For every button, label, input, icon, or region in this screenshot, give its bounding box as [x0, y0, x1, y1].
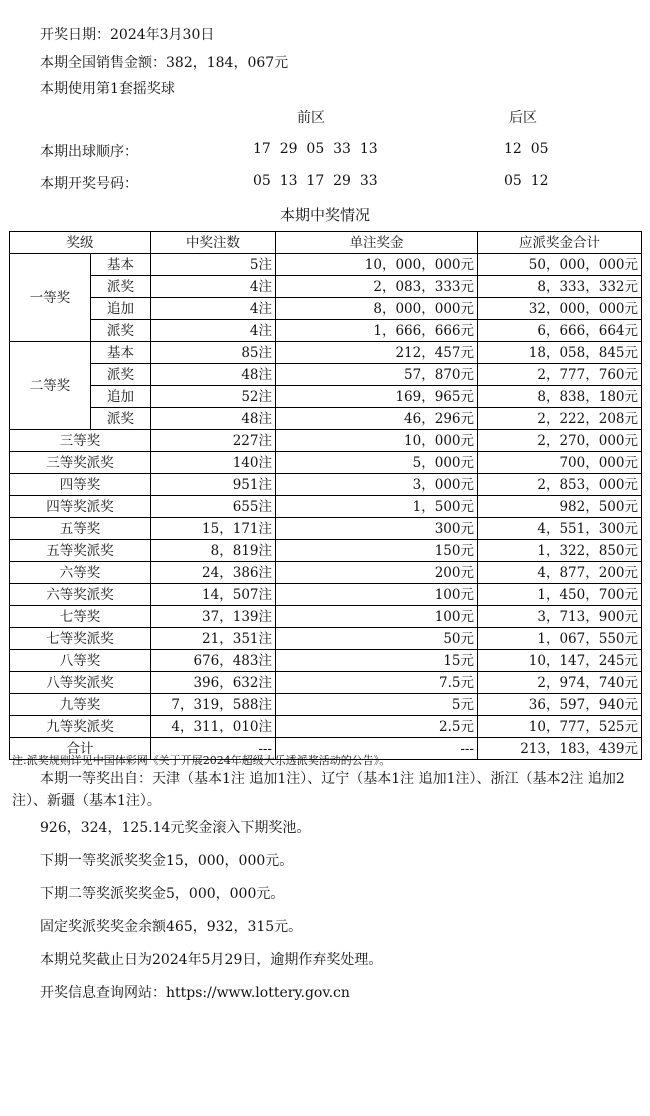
table-row: [10, 540, 642, 562]
unit-cell: 10，000元: [276, 430, 478, 452]
unit-cell: 100元: [276, 584, 478, 606]
total-unit: ---: [276, 738, 478, 760]
table-row: [10, 584, 642, 606]
table-title: 本期中奖情况: [279, 206, 370, 224]
table-row: [10, 320, 642, 342]
table-row: [10, 342, 642, 364]
header-total: 应派奖金合计: [478, 232, 642, 254]
count-cell: 4，311，010注: [151, 716, 276, 738]
front-zone-label: 前区: [297, 110, 325, 126]
sub-type: 基本: [91, 254, 151, 276]
unit-cell: 57，870元: [276, 364, 478, 386]
prize-level-cell: 五等奖派奖: [10, 540, 151, 562]
prize-level-cell: 九等奖派奖: [10, 716, 151, 738]
unit-cell: 100元: [276, 606, 478, 628]
unit-cell: 1，500元: [276, 496, 478, 518]
count-cell: 4注: [151, 276, 276, 298]
table-row: [10, 694, 642, 716]
unit-cell: 200元: [276, 562, 478, 584]
unit-cell: 10，000，000元: [276, 254, 478, 276]
prize-level-cell: 四等奖派奖: [10, 496, 151, 518]
table-row: [10, 430, 642, 452]
count-cell: 52注: [151, 386, 276, 408]
unit-cell: 50元: [276, 628, 478, 650]
total-cell: 3，713，900元: [478, 606, 642, 628]
count-cell: 676，483注: [151, 650, 276, 672]
total-cell: 2，270，000元: [478, 430, 642, 452]
count-cell: 21，351注: [151, 628, 276, 650]
table-row: [10, 650, 642, 672]
count-cell: 655注: [151, 496, 276, 518]
prize-level-cell: 三等奖: [10, 430, 151, 452]
sub-type: 派奖: [91, 364, 151, 386]
prize-level-cell: 六等奖派奖: [10, 584, 151, 606]
table-row: [10, 298, 642, 320]
count-cell: 227注: [151, 430, 276, 452]
count-cell: 8，819注: [151, 540, 276, 562]
next-second-prize-text: 下期二等奖派奖奖金5，000，000元。: [40, 886, 285, 902]
count-cell: 396，632注: [151, 672, 276, 694]
unit-cell: 8，000，000元: [276, 298, 478, 320]
unit-cell: 46，296元: [276, 408, 478, 430]
table-row: [10, 254, 642, 276]
unit-cell: 7.5元: [276, 672, 478, 694]
prize-level-cell: 五等奖: [10, 518, 151, 540]
total-cell: 18，058，845元: [478, 342, 642, 364]
count-cell: 48注: [151, 408, 276, 430]
unit-cell: 5元: [276, 694, 478, 716]
total-cell: 50，000，000元: [478, 254, 642, 276]
count-cell: 37，139注: [151, 606, 276, 628]
sub-type: 追加: [91, 386, 151, 408]
total-cell: 700，000元: [478, 452, 642, 474]
next-first-prize-text: 下期一等奖派奖奖金15，000，000元。: [40, 853, 294, 869]
total-count: ---: [151, 738, 276, 760]
total-label: 合计: [10, 738, 151, 760]
website-text[interactable]: 开奖信息查询网站：https://www.lottery.gov.cn: [40, 985, 350, 1001]
ball-set: 本期使用第1套摇奖球: [40, 81, 175, 97]
total-cell: 2，853，000元: [478, 474, 642, 496]
table-header-row: [10, 232, 642, 254]
count-cell: 7，319，588注: [151, 694, 276, 716]
rollover-text: 926，324，125.14元奖金滚入下期奖池。: [40, 820, 311, 836]
total-cell: 10，147，245元: [478, 650, 642, 672]
count-cell: 4注: [151, 320, 276, 342]
winning-front-numbers: 05 13 17 29 33: [253, 173, 378, 189]
total-cell: 982，500元: [478, 496, 642, 518]
footnote: 注:派奖规则详见中国体彩网《关于开展2024年超级大乐透派奖活动的公告》。: [12, 754, 391, 767]
table-row: [10, 276, 642, 298]
table-row: [10, 408, 642, 430]
total-cell: 10，777，525元: [478, 716, 642, 738]
unit-cell: 3，000元: [276, 474, 478, 496]
sub-type: 基本: [91, 342, 151, 364]
count-cell: 4注: [151, 298, 276, 320]
prize-table: [9, 231, 642, 760]
table-row: [10, 452, 642, 474]
header-level: 奖级: [10, 232, 151, 254]
first-prize-origin: 本期一等奖出自：天津（基本1注 追加1注）、辽宁（基本1注 追加1注）、浙江（基本2注 追加2注）、新疆（基本1注）。: [12, 771, 625, 809]
sub-type: 派奖: [91, 320, 151, 342]
table-row: [10, 672, 642, 694]
back-zone-label: 后区: [509, 110, 537, 126]
header-unit: 单注奖金: [276, 232, 478, 254]
unit-cell: 2.5元: [276, 716, 478, 738]
total-cell: 32，000，000元: [478, 298, 642, 320]
total-cell: 8，333，332元: [478, 276, 642, 298]
total-cell: 6，666，664元: [478, 320, 642, 342]
prize-level-cell: 八等奖: [10, 650, 151, 672]
total-cell: 1，450，700元: [478, 584, 642, 606]
second-prize-label: 二等奖: [10, 342, 91, 430]
unit-cell: 1，666，666元: [276, 320, 478, 342]
prize-level-cell: 三等奖派奖: [10, 452, 151, 474]
sub-type: 追加: [91, 298, 151, 320]
unit-cell: 212，457元: [276, 342, 478, 364]
sub-type: 派奖: [91, 408, 151, 430]
order-label: 本期出球顺序：: [40, 144, 138, 160]
count-cell: 15，171注: [151, 518, 276, 540]
total-cell: 4，551，300元: [478, 518, 642, 540]
grand-total: 213，183，439元: [478, 738, 642, 760]
unit-cell: 150元: [276, 540, 478, 562]
count-cell: 951注: [151, 474, 276, 496]
count-cell: 24，386注: [151, 562, 276, 584]
total-cell: 4，877，200元: [478, 562, 642, 584]
sales-amount: 本期全国销售金额：382，184，067元: [40, 55, 289, 71]
first-prize-label: 一等奖: [10, 254, 91, 342]
winning-label: 本期开奖号码：: [40, 176, 138, 192]
table-row: [10, 606, 642, 628]
prize-level-cell: 六等奖: [10, 562, 151, 584]
table-row: [10, 562, 642, 584]
prize-level-cell: 九等奖: [10, 694, 151, 716]
table-row: [10, 474, 642, 496]
total-cell: 8，838，180元: [478, 386, 642, 408]
table-row: [10, 716, 642, 738]
count-cell: 140注: [151, 452, 276, 474]
total-cell: 36，597，940元: [478, 694, 642, 716]
total-cell: 1，067，550元: [478, 628, 642, 650]
total-cell: 2，222，208元: [478, 408, 642, 430]
unit-cell: 169，965元: [276, 386, 478, 408]
sub-type: 派奖: [91, 276, 151, 298]
unit-cell: 300元: [276, 518, 478, 540]
deadline-text: 本期兑奖截止日为2024年5月29日，逾期作弃奖处理。: [40, 952, 383, 968]
header-count: 中奖注数: [151, 232, 276, 254]
prize-level-cell: 四等奖: [10, 474, 151, 496]
prize-level-cell: 七等奖派奖: [10, 628, 151, 650]
table-row: [10, 496, 642, 518]
total-cell: 2，974，740元: [478, 672, 642, 694]
table-row: [10, 628, 642, 650]
table-row: [10, 364, 642, 386]
unit-cell: 2，083，333元: [276, 276, 478, 298]
table-row: [10, 386, 642, 408]
unit-cell: 5，000元: [276, 452, 478, 474]
winning-back-numbers: 05 12: [504, 173, 549, 189]
order-front-numbers: 17 29 05 33 13: [253, 141, 378, 157]
count-cell: 48注: [151, 364, 276, 386]
count-cell: 5注: [151, 254, 276, 276]
unit-cell: 15元: [276, 650, 478, 672]
table-row: [10, 518, 642, 540]
draw-date: 开奖日期：2024年3月30日: [40, 27, 215, 43]
count-cell: 85注: [151, 342, 276, 364]
prize-level-cell: 八等奖派奖: [10, 672, 151, 694]
count-cell: 14，507注: [151, 584, 276, 606]
total-cell: 2，777，760元: [478, 364, 642, 386]
prize-level-cell: 七等奖: [10, 606, 151, 628]
order-back-numbers: 12 05: [504, 141, 549, 157]
fixed-balance-text: 固定奖派奖奖金余额465，932，315元。: [40, 919, 303, 935]
total-cell: 1，322，850元: [478, 540, 642, 562]
